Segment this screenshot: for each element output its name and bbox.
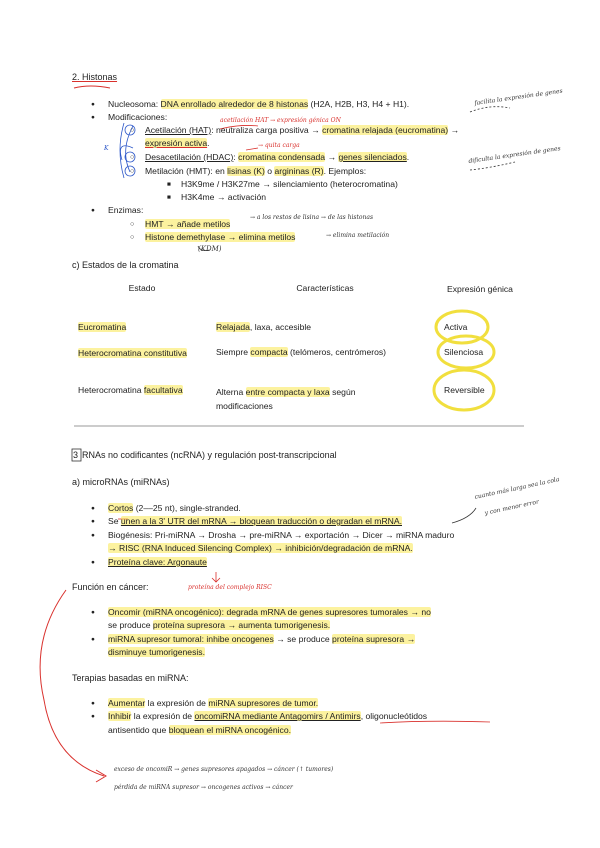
cortos-rest: (2––25 nt), single-stranded. [133, 503, 241, 513]
row-1-expresion: Activa [444, 322, 468, 332]
argonaute-highlight: Proteína clave: Argonaute [108, 557, 207, 567]
supresor-mid: → se produce [273, 634, 333, 644]
row-3-car-pre: Alterna [216, 387, 246, 397]
biogenesis-line2 [108, 543, 413, 554]
supresor-line2-highlight: disminuye tumorigenesis. [108, 647, 205, 657]
biogenesis-line2-text: → RISC (RNA Induced Silencing Complex) → inhibición/degradación de mRNA. [108, 543, 413, 553]
oncomir-line2-pre: se produce [108, 620, 153, 630]
supresor-highlight-1: miRNA supresor tumoral: inhibe oncogenes [108, 634, 274, 644]
nucleosoma-item [108, 99, 409, 110]
metilacion-text-2: o [264, 166, 275, 176]
argonaute-item [108, 557, 207, 568]
hw-residuos: → a los restos de lisina → de las histonas [250, 214, 374, 221]
unen-item [108, 516, 402, 527]
row-2-estado [78, 347, 188, 360]
row-1-car-highlight: Relajada [216, 322, 250, 332]
acetilacion-label: Acetilación (HAT) [145, 125, 212, 135]
row-3-car-highlight: entre compacta y laxa [245, 387, 330, 397]
metilacion-highlight-1: lisinas (K) [227, 166, 265, 176]
row-1-car-rest: , laxa, accesible [249, 322, 312, 332]
row-3-estado-highlight: facultativa [143, 385, 183, 395]
terapias-title: Terapias basadas en miRNA: [72, 673, 189, 683]
nucleosoma-label: Nucleosoma: [108, 99, 161, 109]
oncomir-item [108, 607, 431, 618]
cortos-highlight: Cortos [108, 503, 134, 513]
aumentar-highlight-2: miRNA supresores de tumor. [208, 698, 319, 708]
hw-quita: → quita carga [258, 142, 300, 149]
supresor-item [108, 634, 415, 645]
biogenesis-item: ● Biogénesis: Pri-miRNA → Drosha → pre-miRNA → exportación → Dicer → miRNA maduro [108, 530, 454, 541]
supresor-line2 [108, 647, 205, 658]
row-2-car-pre: Siempre [216, 347, 251, 357]
row-2-estado-text: Heterocromatina constitutiva [78, 348, 187, 358]
hw-kdm: (KDM) [198, 245, 222, 253]
header-expresion: Expresión génica [447, 284, 513, 294]
unen-highlight: unen a la 3' UTR del mRNA → bloquean traducción o degradan el mRNA. [120, 516, 402, 526]
enzimas-label: ● Enzimas: [108, 205, 143, 216]
desacetilacion-highlight: cromatina condensada [238, 152, 326, 162]
metilacion-text-3: . Ejemplos: [323, 166, 367, 176]
row-1-estado [78, 322, 126, 333]
supresor-highlight-2: proteína supresora → [332, 634, 416, 644]
row-3-car-rest: según modificaciones [216, 387, 356, 411]
hw-k: K [104, 145, 109, 152]
row-1-estado-text: Eucromatina [78, 322, 127, 332]
desacetilacion-item [145, 152, 409, 163]
header-caracteristicas: Características [296, 283, 354, 293]
aumentar-mid: la expresión de [145, 698, 209, 708]
inhibir-highlight-2: oncomiRNA mediante Antagomirs / Antimirs [194, 711, 361, 721]
desacetilacion-dot: . [406, 152, 410, 162]
oncomir-line2 [108, 620, 330, 631]
hw-top-note: acetilación HAT → expresión génica ON [220, 117, 341, 124]
acetilacion-dot: . [207, 138, 210, 148]
histonas-title: 2. Histonas [72, 72, 118, 82]
acetilacion-highlight: cromatina relajada (eucromatina) [322, 125, 449, 135]
metilacion-highlight-2: argininas (R) [274, 166, 324, 176]
hw-bottom-1: exceso de oncomiR → genes supresores apagados → cáncer (↑ tumores) [114, 766, 334, 773]
acetilacion-item [145, 125, 459, 136]
row-3-estado [78, 385, 183, 396]
hw-protein: proteína del complejo RISC [188, 584, 272, 591]
funcion-title: Función en cáncer: [72, 582, 149, 592]
inhibir-item [108, 711, 427, 722]
hw-dificulta: dificulta la expresión de genes [468, 145, 562, 165]
inhibir-line2 [108, 725, 291, 736]
desacetilacion-label: Desacetilación (HDAC) [145, 152, 234, 162]
hdm-item [145, 232, 295, 243]
desacetilacion-highlight-2: genes silenciados [338, 152, 407, 162]
rna-section-title: RNAs no codificantes (ncRNA) y regulación post-transcripcional [82, 450, 337, 460]
hmt-item [145, 219, 230, 230]
hdm-highlight: Histone demethylase → elimina metilos [145, 232, 296, 242]
rna-section-number: 3 [73, 450, 79, 460]
hw-right-2: y con menor error [484, 498, 540, 517]
unen-pre: Se [108, 516, 121, 526]
row-3-expresion: Reversible [444, 385, 485, 395]
cortos-item [108, 503, 241, 514]
aumentar-item [108, 698, 318, 709]
acetilacion-line2 [145, 138, 210, 149]
inhibir-line2-highlight: bloquean el miRNA oncogénico. [168, 725, 291, 735]
oncomir-line2-highlight: proteína supresora → aumenta tumorigenesis. [152, 620, 331, 630]
metilacion-item [145, 166, 366, 177]
hw-elimina: → elimina metilación [326, 232, 390, 239]
hw-facilita: facilita la expresión de genes [474, 87, 564, 107]
hw-right-1: cuanto más larga sea la cola [474, 476, 561, 501]
row-2-car-highlight: compacta [250, 347, 288, 357]
acetilacion-highlight-2: expresión activa [145, 138, 208, 148]
inhibir-mid: la expresión de [131, 711, 195, 721]
hw-bottom-2: pérdida de miRNA supresor → oncogenes activos → cáncer [114, 784, 293, 791]
aumentar-highlight-1: Aumentar [108, 698, 146, 708]
microrna-subtitle: a) microRNAs (miRNAs) [72, 477, 170, 487]
row-1-caracteristicas [216, 322, 311, 333]
nucleosoma-rest: (H2A, H2B, H3, H4 + H1). [308, 99, 410, 109]
h3k4-item: ■ H3K4me → activación [181, 192, 266, 203]
row-3-caracteristicas [216, 385, 366, 413]
acetilacion-arrow: → [448, 125, 460, 135]
modificaciones-label: ● Modificaciones: [108, 112, 167, 123]
h3k9-item: ■ H3K9me / H3K27me → silenciamiento (heterocromatina) [181, 179, 398, 190]
nucleosoma-highlight: DNA enrollado alrededor de 8 histonas [160, 99, 309, 109]
inhibir-rest: , oligonucleótidos [360, 711, 428, 721]
row-2-car-rest: (telómeros, centrómeros) [287, 347, 387, 357]
metilacion-text-1: Metilación (HMT): en [145, 166, 228, 176]
row-3-estado-pre: Heterocromatina [78, 385, 144, 395]
inhibir-line2-pre: antisentido que [108, 725, 169, 735]
row-2-expresion: Silenciosa [444, 347, 484, 357]
oncomir-highlight: Oncomir (miRNA oncogénico): degrada mRNA de genes supresores tumorales → no [108, 607, 431, 617]
desacetilacion-text: : [233, 152, 239, 162]
cromatina-title: c) Estados de la cromatina [72, 260, 179, 270]
inhibir-highlight-1: Inhibir [108, 711, 132, 721]
hmt-highlight: HMT → añade metilos [145, 219, 231, 229]
desacetilacion-arrow: → [325, 152, 339, 162]
row-2-caracteristicas [216, 347, 386, 358]
header-estado: Estado [128, 283, 156, 293]
acetilacion-text: : neutraliza carga positiva → [211, 125, 323, 135]
